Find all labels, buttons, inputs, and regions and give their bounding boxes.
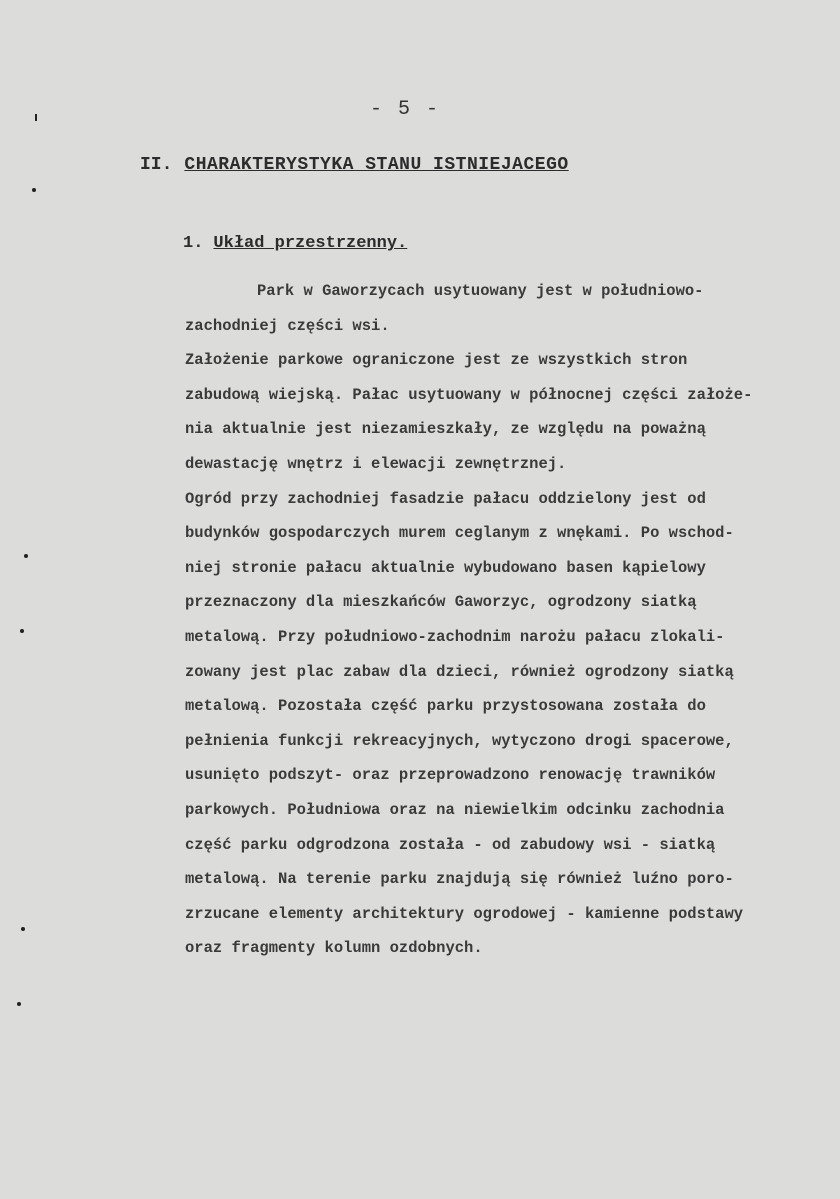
body-line: oraz fragmenty kolumn ozdobnych. bbox=[185, 939, 483, 958]
body-line: pełnienia funkcji rekreacyjnych, wytyczono drogi spacerowe, bbox=[185, 731, 734, 750]
body-line: Park w Gaworzycach usytuowany jest w południowo- bbox=[257, 282, 704, 300]
body-line: budynków gospodarczych murem ceglanym z wnękami. Po wschod- bbox=[185, 524, 734, 543]
body-line: zowany jest plac zabaw dla dzieci, również ogrodzony siatką bbox=[185, 662, 734, 681]
body-line: niej stronie pałacu aktualnie wybudowano basen kąpielowy bbox=[185, 558, 706, 577]
margin-mark bbox=[24, 554, 28, 558]
chapter-heading bbox=[140, 155, 569, 175]
body-line: metalową. Na terenie parku znajdują się również luźno poro- bbox=[185, 870, 734, 889]
body-line: usunięto podszyt- oraz przeprowadzono renowację trawników bbox=[185, 766, 716, 785]
body-text bbox=[185, 274, 825, 966]
chapter-title: CHARAKTERYSTYKA STANU ISTNIEJACEGO bbox=[184, 155, 569, 175]
body-line: Założenie parkowe ograniczone jest ze wszystkich stron bbox=[185, 351, 688, 370]
margin-mark bbox=[20, 629, 24, 633]
section-heading bbox=[183, 234, 407, 253]
body-line: nia aktualnie jest niezamieszkały, ze względu na poważną bbox=[185, 420, 706, 439]
body-line: zabudową wiejską. Pałac usytuowany w północnej części założe- bbox=[185, 385, 753, 404]
margin-mark bbox=[21, 927, 25, 931]
margin-mark bbox=[32, 188, 36, 192]
body-line: dewastację wnętrz i elewacji zewnętrznej. bbox=[185, 454, 567, 473]
margin-mark bbox=[17, 1002, 21, 1006]
margin-mark bbox=[35, 114, 37, 121]
section-title: Układ przestrzenny. bbox=[213, 234, 408, 253]
section-number: 1. bbox=[183, 234, 204, 253]
body-line: zrzucane elementy architektury ogrodowej - kamienne podstawy bbox=[185, 904, 744, 923]
body-line: metalową. Przy południowo-zachodnim narożu pałacu zlokali- bbox=[185, 627, 725, 646]
body-line: parkowych. Południowa oraz na niewielkim odcinku zachodnia bbox=[185, 800, 725, 819]
body-line: metalową. Pozostała część parku przystosowana została do bbox=[185, 697, 706, 716]
body-line: część parku odgrodzona została - od zabudowy wsi - siatką bbox=[185, 835, 716, 854]
chapter-number: II. bbox=[140, 155, 173, 175]
body-line: przeznaczony dla mieszkańców Gaworzyc, ogrodzony siatką bbox=[185, 593, 697, 612]
body-line: Ogród przy zachodniej fasadzie pałacu oddzielony jest od bbox=[185, 489, 706, 508]
page-number: - 5 - bbox=[370, 98, 441, 121]
body-line: zachodniej części wsi. bbox=[185, 316, 390, 335]
